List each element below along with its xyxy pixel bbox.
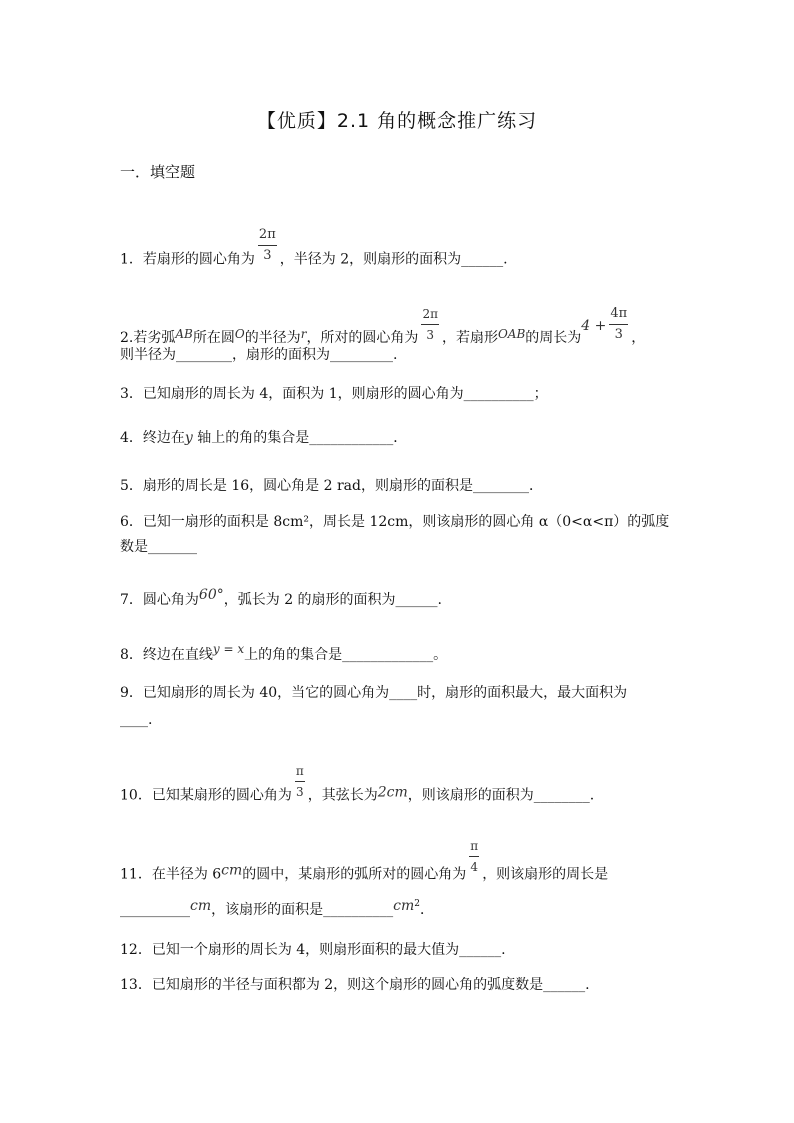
- question-10: 10．已知某扇形的圆心角为 $\frac{\pi}{3}$ ，其弦长为2cm，则该扇形的面积为________.: [120, 775, 594, 816]
- question-3: 3．已知扇形的周长为 4，面积为 1，则扇形的圆心角为__________；: [120, 386, 548, 402]
- question-4: 4．终边在y 轴上的角的集合是____________．: [120, 430, 408, 446]
- question-2-line-2: 则半径为________，扇形的面积为_________.: [120, 347, 398, 363]
- question-12: 12．已知一个扇形的周长为 4，则扇形面积的最大值为______.: [120, 942, 506, 958]
- question-6: 6．已知一扇形的面积是 8cm²，周长是 12cm，则该扇形的圆心角 α（0<α<π）的弧度: [120, 514, 670, 530]
- question-11: 11．在半径为 6cm的圆中，某扇形的弧所对的圆心角为 $\frac{\pi}{4}$ ，则该扇形的周长是: [120, 854, 608, 895]
- question-1: 1．若扇形的圆心角为 $\frac{2\pi}{3}$ ，半径为 2，则扇形的面积为______.: [120, 227, 508, 268]
- page-title: 【优质】2.1 角的概念推广练习: [256, 110, 538, 132]
- question-13: 13．已知扇形的半径与面积都为 2，则这个扇形的圆心角的弧度数是______.: [120, 977, 590, 993]
- question-9-line-2: ____.: [120, 712, 153, 728]
- question-7: 7．圆心角为60°，弧长为 2 的扇形的面积为______.: [120, 587, 443, 608]
- fraction: $\frac{2\pi}{3}$: [258, 227, 276, 263]
- fraction: $\frac{\pi}{4}$: [470, 839, 479, 874]
- question-9: 9．已知扇形的周长为 40，当它的圆心角为____时，扇形的面积最大，最大面积为: [120, 685, 628, 701]
- question-8: 8．终边在直线y = x上的角的集合是_____________。: [120, 642, 448, 663]
- fraction: $\frac{\pi}{3}$: [295, 764, 304, 799]
- fraction: $\frac{2\pi}{3}$: [422, 306, 438, 342]
- question-6-line-2: 数是_______: [120, 539, 197, 555]
- question-5: 5．扇形的周长是 16，圆心角是 2 rad，则扇形的面积是________．: [120, 478, 543, 494]
- fraction: $\frac{4\pi}{3}$: [610, 305, 628, 342]
- section-heading: 一．填空题: [120, 163, 196, 181]
- question-11-line-2: __________cm，该扇形的面积是$\_\_\_\_\_\_\_\_\_\_cm^2$．: [120, 898, 434, 918]
- question-2: 2.若劣弧AB所在圆O的半径为r，所对的圆心角为 $\frac{2\pi}{3}$ ，若扇形OAB的周长为4 + $\frac{4\pi}{3}$ ，: [120, 305, 646, 346]
